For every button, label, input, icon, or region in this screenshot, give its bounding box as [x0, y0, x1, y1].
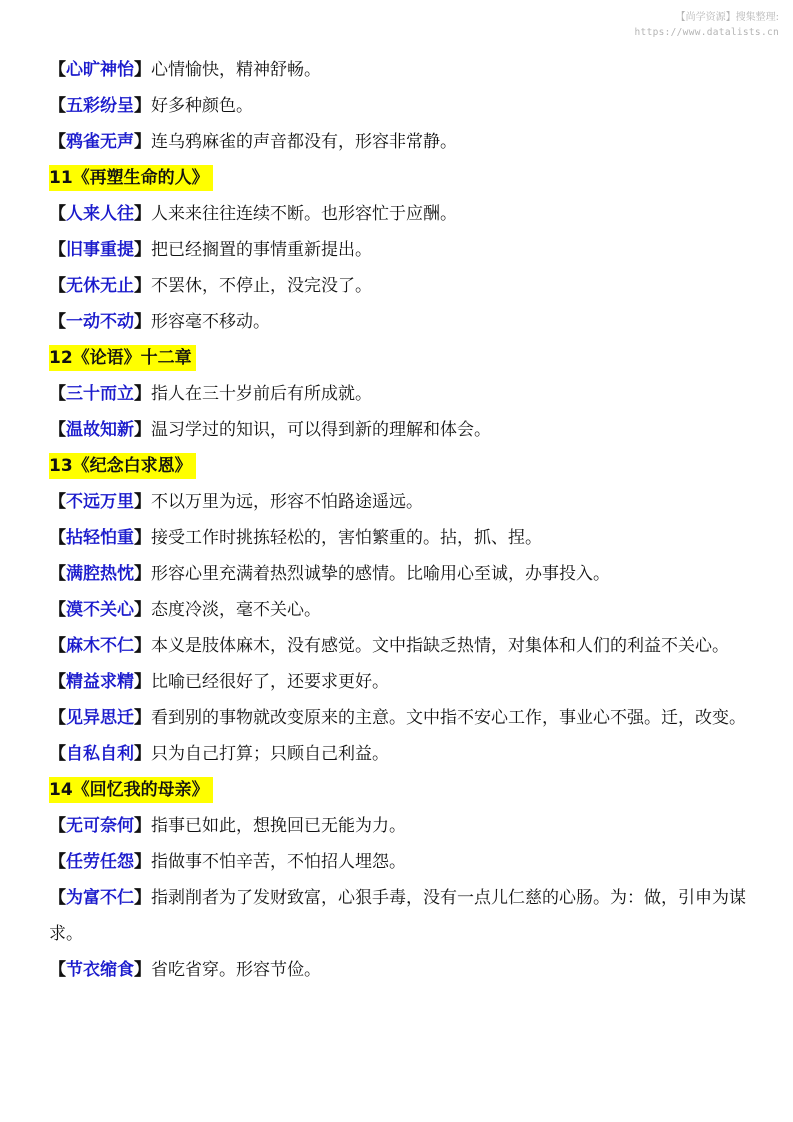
- close-bracket: 】: [134, 528, 151, 548]
- open-bracket: 【: [49, 816, 66, 836]
- idiom-term: 五彩纷呈: [66, 96, 134, 116]
- section-heading: 14《回忆我的母亲》: [49, 777, 213, 803]
- idiom-term: 旧事重提: [66, 240, 134, 260]
- watermark-title: 【尚学资源】搜集整理:: [675, 12, 779, 23]
- idiom-definition: 形容心里充满着热烈诚挚的感情。比喻用心至诚，办事投入。: [151, 564, 610, 584]
- idiom-entry: [49, 628, 749, 664]
- idiom-entry: [49, 304, 749, 340]
- watermark-url: https://www.datalists.cn: [634, 27, 779, 38]
- idiom-entry: [49, 412, 749, 448]
- idiom-entry: [49, 808, 749, 844]
- open-bracket: 【: [49, 312, 66, 332]
- idiom-entry: [49, 952, 749, 988]
- idiom-entry: [49, 196, 749, 232]
- close-bracket: 】: [134, 960, 151, 980]
- open-bracket: 【: [49, 132, 66, 152]
- open-bracket: 【: [49, 276, 66, 296]
- idiom-term: 不远万里: [66, 492, 134, 512]
- idiom-definition: 不罢休，不停止，没完没了。: [151, 276, 372, 296]
- idiom-entry: [49, 664, 749, 700]
- open-bracket: 【: [49, 492, 66, 512]
- close-bracket: 】: [134, 60, 151, 80]
- idiom-definition: 省吃省穿。形容节俭。: [151, 960, 321, 980]
- close-bracket: 】: [134, 636, 151, 656]
- idiom-term: 精益求精: [66, 672, 134, 692]
- idiom-term: 温故知新: [66, 420, 134, 440]
- section-heading: 13《纪念白求恩》: [49, 453, 196, 479]
- idiom-definition: 连乌鸦麻雀的声音都没有，形容非常静。: [151, 132, 457, 152]
- open-bracket: 【: [49, 708, 66, 728]
- idiom-term: 拈轻怕重: [66, 528, 134, 548]
- open-bracket: 【: [49, 600, 66, 620]
- idiom-definition: 指剥削者为了发财致富，心狠手毒，没有一点儿仁慈的心肠。为：做，引申为谋求。: [49, 888, 746, 944]
- idiom-definition: 只为自己打算；只顾自己利益。: [151, 744, 389, 764]
- idiom-definition: 形容毫不移动。: [151, 312, 270, 332]
- idiom-term: 麻木不仁: [66, 636, 134, 656]
- idiom-entry: [49, 556, 749, 592]
- idiom-term: 无休无止: [66, 276, 134, 296]
- close-bracket: 】: [134, 312, 151, 332]
- open-bracket: 【: [49, 96, 66, 116]
- close-bracket: 】: [134, 240, 151, 260]
- idiom-entry: [49, 700, 749, 736]
- idiom-definition: 看到别的事物就改变原来的主意。文中指不安心工作，事业心不强。迁，改变。: [151, 708, 746, 728]
- idiom-term: 无可奈何: [66, 816, 134, 836]
- idiom-term: 满腔热忱: [66, 564, 134, 584]
- idiom-definition: 好多种颜色。: [151, 96, 253, 116]
- section-heading-row: [49, 160, 749, 196]
- idiom-definition: 本义是肢体麻木，没有感觉。文中指缺乏热情，对集体和人们的利益不关心。: [151, 636, 729, 656]
- open-bracket: 【: [49, 636, 66, 656]
- idiom-term: 为富不仁: [66, 888, 134, 908]
- idiom-definition: 把已经搁置的事情重新提出。: [151, 240, 372, 260]
- idiom-entry: [49, 232, 749, 268]
- idiom-term: 节衣缩食: [66, 960, 134, 980]
- idiom-term: 漠不关心: [66, 600, 134, 620]
- idiom-entry: [49, 484, 749, 520]
- open-bracket: 【: [49, 204, 66, 224]
- open-bracket: 【: [49, 744, 66, 764]
- close-bracket: 】: [134, 492, 151, 512]
- idiom-definition: 指人在三十岁前后有所成就。: [151, 384, 372, 404]
- idiom-term: 鸦雀无声: [66, 132, 134, 152]
- idiom-definition: 接受工作时挑拣轻松的，害怕繁重的。拈，抓、捏。: [151, 528, 542, 548]
- open-bracket: 【: [49, 240, 66, 260]
- idiom-definition: 比喻已经很好了，还要求更好。: [151, 672, 389, 692]
- idiom-entry: [49, 124, 749, 160]
- section-heading-row: [49, 448, 749, 484]
- idiom-definition: 温习学过的知识，可以得到新的理解和体会。: [151, 420, 491, 440]
- idiom-entry: [49, 592, 749, 628]
- open-bracket: 【: [49, 384, 66, 404]
- section-heading: 12《论语》十二章: [49, 345, 196, 371]
- idiom-entry: [49, 88, 749, 124]
- close-bracket: 】: [134, 276, 151, 296]
- close-bracket: 】: [134, 744, 151, 764]
- idiom-term: 一动不动: [66, 312, 134, 332]
- idiom-term: 人来人往: [66, 204, 134, 224]
- idiom-list: [49, 52, 749, 988]
- watermark: [609, 10, 779, 40]
- idiom-definition: 态度冷淡，毫不关心。: [151, 600, 321, 620]
- idiom-term: 三十而立: [66, 384, 134, 404]
- close-bracket: 】: [134, 384, 151, 404]
- idiom-term: 心旷神怡: [66, 60, 134, 80]
- idiom-definition: 指做事不怕辛苦，不怕招人埋怨。: [151, 852, 406, 872]
- idiom-definition: 不以万里为远，形容不怕路途遥远。: [151, 492, 423, 512]
- open-bracket: 【: [49, 852, 66, 872]
- open-bracket: 【: [49, 60, 66, 80]
- close-bracket: 】: [134, 888, 151, 908]
- open-bracket: 【: [49, 960, 66, 980]
- idiom-entry: [49, 268, 749, 304]
- close-bracket: 】: [134, 204, 151, 224]
- section-heading: 11《再塑生命的人》: [49, 165, 213, 191]
- close-bracket: 】: [134, 672, 151, 692]
- idiom-entry: [49, 880, 749, 952]
- idiom-definition: 心情愉快，精神舒畅。: [151, 60, 321, 80]
- idiom-term: 任劳任怨: [66, 852, 134, 872]
- close-bracket: 】: [134, 564, 151, 584]
- idiom-entry: [49, 736, 749, 772]
- idiom-term: 见异思迁: [66, 708, 134, 728]
- open-bracket: 【: [49, 564, 66, 584]
- close-bracket: 】: [134, 852, 151, 872]
- idiom-definition: 指事已如此，想挽回已无能为力。: [151, 816, 406, 836]
- close-bracket: 】: [134, 816, 151, 836]
- close-bracket: 】: [134, 600, 151, 620]
- idiom-term: 自私自利: [66, 744, 134, 764]
- close-bracket: 】: [134, 96, 151, 116]
- idiom-entry: [49, 520, 749, 556]
- section-heading-row: [49, 340, 749, 376]
- open-bracket: 【: [49, 888, 66, 908]
- open-bracket: 【: [49, 672, 66, 692]
- section-heading-row: [49, 772, 749, 808]
- open-bracket: 【: [49, 420, 66, 440]
- close-bracket: 】: [134, 420, 151, 440]
- close-bracket: 】: [134, 708, 151, 728]
- open-bracket: 【: [49, 528, 66, 548]
- idiom-entry: [49, 844, 749, 880]
- close-bracket: 】: [134, 132, 151, 152]
- idiom-entry: [49, 52, 749, 88]
- idiom-entry: [49, 376, 749, 412]
- idiom-definition: 人来来往往连续不断。也形容忙于应酬。: [151, 204, 457, 224]
